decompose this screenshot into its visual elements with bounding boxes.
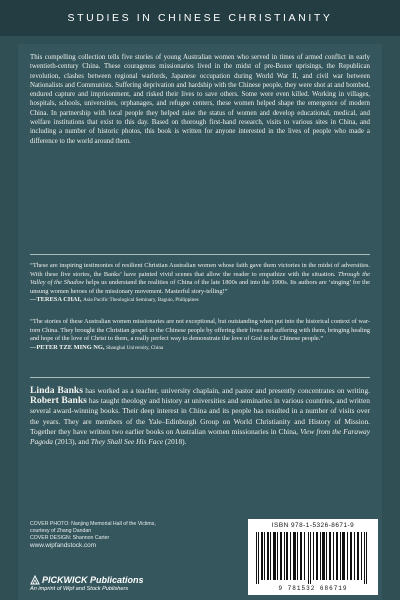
review-1-book-title: Through the Valley of the Shadow (30, 270, 370, 287)
review-1-affiliation: Asia Pacific Theological Seminary, Baguio, Philippines (83, 297, 199, 304)
series-title: STUDIES IN CHINESE CHRISTIANITY (67, 12, 333, 24)
review-2-name: —PETER TZE MING NG, (30, 343, 105, 351)
review-1-quote-part1: “These are inspiring testimonies of resilient Christian Australian women whose faith gave them victories in the midst of adversities. With these five stories, the Banks’ have painted vivid scenes that allow the reader to empathize with the situation. (30, 262, 370, 278)
bio-text-1: has worked as a teacher, university chaplain, and pastor and presently concentrates on writing. (85, 386, 370, 395)
barcode-digits: 9 781532 686719 (278, 585, 348, 592)
publisher-logo (30, 575, 144, 585)
barcode-icon (254, 532, 372, 584)
barcode-box (248, 519, 378, 595)
publisher-url: www.wipfandstock.com (30, 542, 97, 550)
bio-year-1: (2013), and (54, 437, 89, 447)
review-1-attribution (30, 296, 370, 305)
cover-design-credit: COVER DESIGN: Shannon Carter (30, 534, 110, 541)
review-1-name: —TERESA CHAI, (30, 296, 82, 304)
review-2 (30, 318, 370, 352)
cover-photo-credit-2: courtesy of Zhang Dandan (30, 527, 92, 534)
pickwick-logo-icon (30, 575, 40, 585)
author-name-linda: Linda Banks (30, 385, 83, 396)
review-2-quote: “The stories of these Australian women missionaries are not exceptional, but outstanding when put into the historical context of war-torn China. They brought the Christian gospel to the Chinese people by offering their lives and suffering with them, bringing healing and hope of the love of Christ to them, a really perfect way to demonstrate the love of God to the Chinese people.” (30, 318, 370, 343)
publisher-block (30, 575, 144, 592)
review-1 (30, 262, 370, 305)
book-description: This compelling collection tells five stories of young Australian women who served in times of armed conflict in early twentieth-century China. These courageous missionaries lived in the midst of pre-Boxer uprisings, the Republican revolution, clashes between regional warlords, Japanese occupation during World War II, and civil war between Nationalists and Communists. Suffering deprivation and hardship with the Chinese people, they were shot at and bombed, endured capture and imprisonment, and risked their lives to save others. Some were even killed. Working in villages, hospitals, schools, universities, orphanages, and refugee centers, these women helped shape the emergence of modern China. In partnership with local people they helped raise the status of women and develop educational, medical, and welfare institutions that exist to this day. Based on thorough first-hand research, visits to various sites in China, and including a number of historic photos, this book is written for anyone interested in the lives of people who made a difference to the world around them. (30, 54, 370, 145)
bio-book-2: They Shall See His Face (90, 437, 164, 447)
series-header-bar (0, 0, 400, 36)
review-1-quote-part2: helps us understand the realities of China of the late 1800s and into the 1900s. Its authors are ‘singing’ for the unsung women heroes of the missionary movement. Masterful story-telling!” (30, 279, 370, 295)
review-2-affiliation: Shanghai University, China (106, 344, 164, 351)
bio-book-1: View from the Faraway Pagoda (30, 426, 370, 447)
divider-top (30, 254, 370, 255)
publisher-name: PICKWICK Publications (42, 575, 144, 585)
author-bio (30, 386, 370, 447)
cover-photo-credit: COVER PHOTO: Nanjing Memorial Hall of the Victims, (30, 521, 156, 527)
isbn-label: ISBN 978-1-5326-8671-9 (271, 522, 355, 529)
review-2-attribution (30, 344, 370, 353)
bio-year-2: (2018). (164, 437, 187, 447)
review-1-quote (30, 262, 370, 296)
publisher-imprint: An imprint of Wipf and Stock Publishers (30, 586, 129, 592)
bio-text-2: has taught theology and history at universities and seminaries in various countries, and written several award-winning books. Their deep interest in China and its people has resulted in a number of visits over the years. They are members of the Yale–Edinburgh Group on World Christianity and History of Mission. Together they have written two earlier books on Australian women missionaries in China, (30, 396, 370, 436)
author-name-robert: Robert Banks (30, 395, 87, 407)
divider-bottom (30, 377, 370, 378)
cover-credits (30, 521, 230, 550)
